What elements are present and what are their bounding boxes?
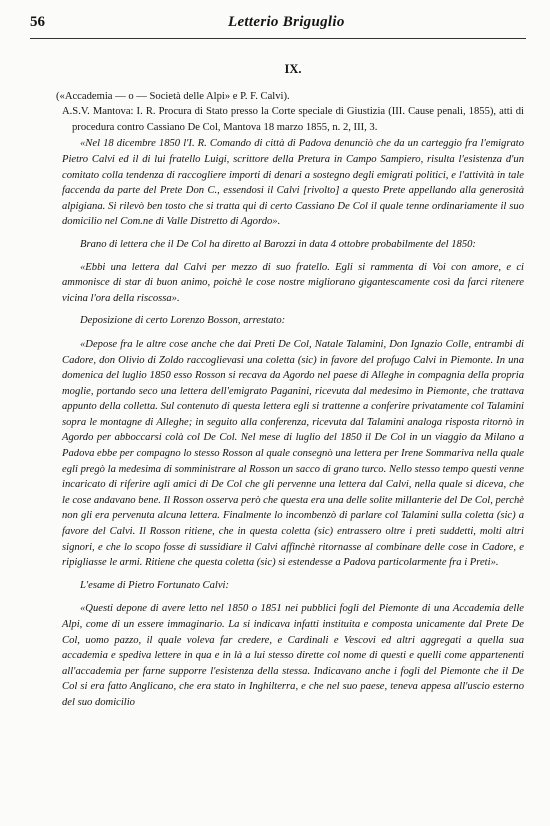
section-number: IX. <box>284 62 302 76</box>
page-number: 56 <box>30 14 45 30</box>
deposition-text: «Depose fra le altre cose anche che dai Preti De Col, Natale Talamini, Don Ignazio Colle, entrambi di Cadore, don Olivio di Zoldo raccoglievasi una coletta (sic) in favore del profugo Calvi in Piemonte. In una domenica del luglio 1850 esso Rosson si recava da Agordo nel paese di Alleghe in compagnia della propria moglie, portando seco una lettera dell'emigrato Paganini, ricevuta dal medesimo in Piemonte, che trattava appunto della colletta. Sul contenuto di questa lettera egli si trattenne a conferire privatamente col Talamini sopra le montagne di Alleghe; in seguito alla conferenza, ricevuta dal Talamini analoga risposta ritornò in Agordo per abboccarsi colà col De Col. Nel mese di luglio del 1850 il De Col in un viaggio da Milano a Padova ebbe per compagno lo stesso Rosson al quale consegnò una lettera per Irene Sommariva nella quale egli pregò la medesima di somministrare al Rosson un sacco di grano turco. Nello stesso tempo questi venne incaricato di riferire agli amici di De Col che gli pervenne una lettera dal Calvi, nella quale si diceva, che le cose andavano bene. Il Rosson osserva però che questa era una delle solite millanterie del De Col, perchè non gli era pervenuta alcuna lettera. Finalmente lo incombenzò di parlare col Talamini sulla coletta (sic) a favore del Calvi. Il Rosson ritiene, che in questa coletta (sic) entrassero oltre i preti suddetti, molti altri signori, e che lo scopo fosse di sussidiare il Calvi affinchè ritornasse al combinare delle cose in Cadore, e ripigliasse le armi. Ritiene che questa coletta (sic) si estendesse a Padova particolarmente fra i Preti». <box>62 338 524 569</box>
quote-denuncia: «Nel 18 dicembre 1850 l'I. R. Comando di città di Padova denunciò che da un carteggio fra l'emigrato Pietro Calvi ed il di lui fratello Luigi, scrittore della Pretura in Campo Sampiero, risulta l'esistenza d'un comitato colla tendenza di raccogliere importi di denari a sostegno degli emigrati politici, e l'attività in tale faccenda da parte del Prete Don C., essendosi il Calvi [rivolto] a questo Prete appellando alla generosità alpigiana. Si rilevò ben tosto che si tratta qui di certo Cassiano De Col il quale tenne ordinariamente il suo domicilio nel Com.ne di Valle Distretto di Agordo». <box>62 138 524 228</box>
document-body <box>56 62 524 711</box>
page-header <box>0 10 550 34</box>
deposition-heading: Deposizione di certo Lorenzo Bosson, arrestato: <box>80 315 286 327</box>
source-heading: («Accademia — o — Società delle Alpi» e P. F. Calvi). <box>56 90 290 102</box>
running-head: Letterio Briguglio <box>228 14 345 30</box>
letter-intro <box>62 237 524 253</box>
header-rule <box>30 38 526 39</box>
examination-text: «Questi depone di avere letto nel 1850 o 1851 nei pubblici fogli del Piemonte di una Accademia delle Alpi, come di un essere immaginario. La si indicava infatti instituita e composta unicamente dal Prete De Col, uomo pazzo, il quale voleva far credere, e Cardinali e Vescovi ed altri aggregati a quella sua accademia e spediva lettere in qua e in là a lui stesso dirette col nome di questi e quelli come appartenenti all'accademia per farne supporre l'esistenza della stessa. Indicavano anche i fogli del Piemonte che il De Col si era fatto Anglicano, che era stato in Inghilterra, e che nel suo paese, teneva appesa all'uscio esterno del suo domicilio <box>62 603 524 708</box>
letter-intro-text: Brano di lettera che il De Col ha diretto al Barozzi in data 4 ottobre probabilmente del 1850: <box>80 238 476 250</box>
examination-heading: L'esame di Pietro Fortunato Calvi: <box>80 579 229 591</box>
quote-letter: «Ebbi una lettera dal Calvi per mezzo di suo fratello. Egli si rammenta di Voi con amore, e ci ammonisce di star di buon animo, poichè le cose nostre migliorano gigantescamente così da farci ritenere vicina l'ora della riscossa». <box>62 261 524 304</box>
source-reference: A.S.V. Mantova: I. R. Procura di Stato presso la Corte speciale di Giustizia (III. Cause penali, 1855), atti di procedura contro Cassiano De Col, Mantova 18 marzo 1855, n. 2, III, 3. <box>62 106 524 133</box>
